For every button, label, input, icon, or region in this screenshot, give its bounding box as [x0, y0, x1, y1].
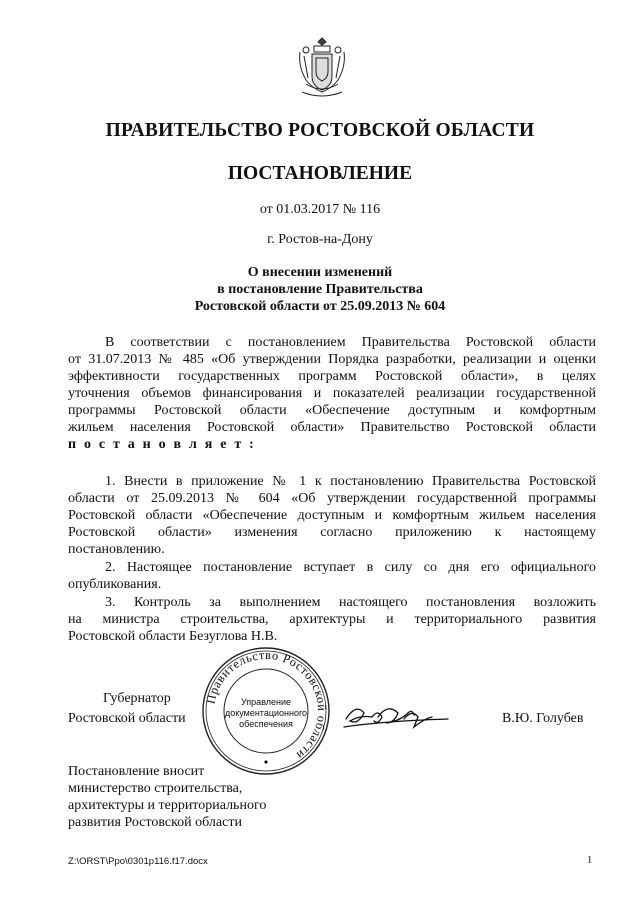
- subject-line: Ростовской области от 25.09.2013 № 604: [194, 299, 446, 314]
- stamp-inner-line: Управление: [240, 697, 292, 707]
- note-line: Постановление вносит: [68, 764, 205, 779]
- file-path: Z:\ORST\Ppo\0301p116.f17.docx: [68, 856, 208, 867]
- coat-of-arms-emblem: [296, 36, 348, 98]
- preamble-line: жильем населения Ростовской области» Правительство Ростовской области: [68, 420, 596, 435]
- subject-line: в постановление Правительства: [217, 282, 423, 297]
- signatory-title: Губернатор: [103, 691, 171, 706]
- item-line: 2. Настоящее постановление вступает в силу со дня его официального: [105, 560, 596, 575]
- handwritten-signature: [342, 697, 452, 737]
- preamble-line: эффективности государственных программ Ростовской области», в целях: [68, 369, 596, 384]
- signatory-region: Ростовской области: [68, 711, 186, 726]
- note-line: министерство строительства,: [68, 781, 243, 796]
- preamble-line: уточнения объемов финансирования и показателей реализации государственной: [68, 386, 596, 401]
- city-line: г. Ростов-на-Дону: [267, 232, 373, 247]
- note-line: архитектуры и территориального: [68, 798, 267, 813]
- preamble-line: В соответствии с постановлением Правительства Ростовской области: [105, 335, 596, 350]
- item-line: постановлению.: [68, 542, 165, 557]
- item-line: области от 25.09.2013 № 604 «Об утверждении государственной программы: [68, 491, 596, 506]
- preamble-line: от 31.07.2013 № 485 «Об утверждении Порядка разработки, реализации и оценки: [68, 352, 596, 367]
- item-line: 1. Внести в приложение № 1 к постановлению Правительства Ростовской: [105, 474, 596, 489]
- official-stamp: [200, 645, 332, 777]
- item-line: на министра строительства, архитектуры и территориального развития: [68, 612, 596, 627]
- item-line: 3. Контроль за выполнением настоящего постановления возложить: [105, 595, 596, 610]
- page-number: 1: [587, 855, 593, 866]
- stamp-inner-line: обеспечения: [239, 719, 293, 729]
- preamble-line: программы Ростовской области «Обеспечение доступным и комфортным: [68, 403, 596, 418]
- signatory-name: В.Ю. Голубев: [502, 711, 584, 726]
- subject-line: О внесении изменений: [247, 265, 393, 280]
- note-line: развития Ростовской области: [68, 815, 242, 830]
- organization-title: ПРАВИТЕЛЬСТВО РОСТОВСКОЙ ОБЛАСТИ: [105, 120, 535, 141]
- date-and-number: от 01.03.2017 № 116: [259, 202, 381, 217]
- decree-word: п о с т а н о в л я е т :: [68, 437, 256, 452]
- item-line: Ростовской области» изменения согласно приложению к настоящему: [68, 525, 596, 540]
- item-line: Ростовской области Безуглова Н.В.: [68, 629, 278, 644]
- item-line: Ростовской области «Обеспечение доступным и комфортным жильем населения: [68, 508, 596, 523]
- document-type: ПОСТАНОВЛЕНИЕ: [227, 163, 413, 184]
- stamp-inner-line: документационного: [224, 708, 308, 718]
- stamp-outer-text: Правительство Ростовской области: [203, 647, 330, 763]
- item-line: опубликования.: [68, 577, 162, 592]
